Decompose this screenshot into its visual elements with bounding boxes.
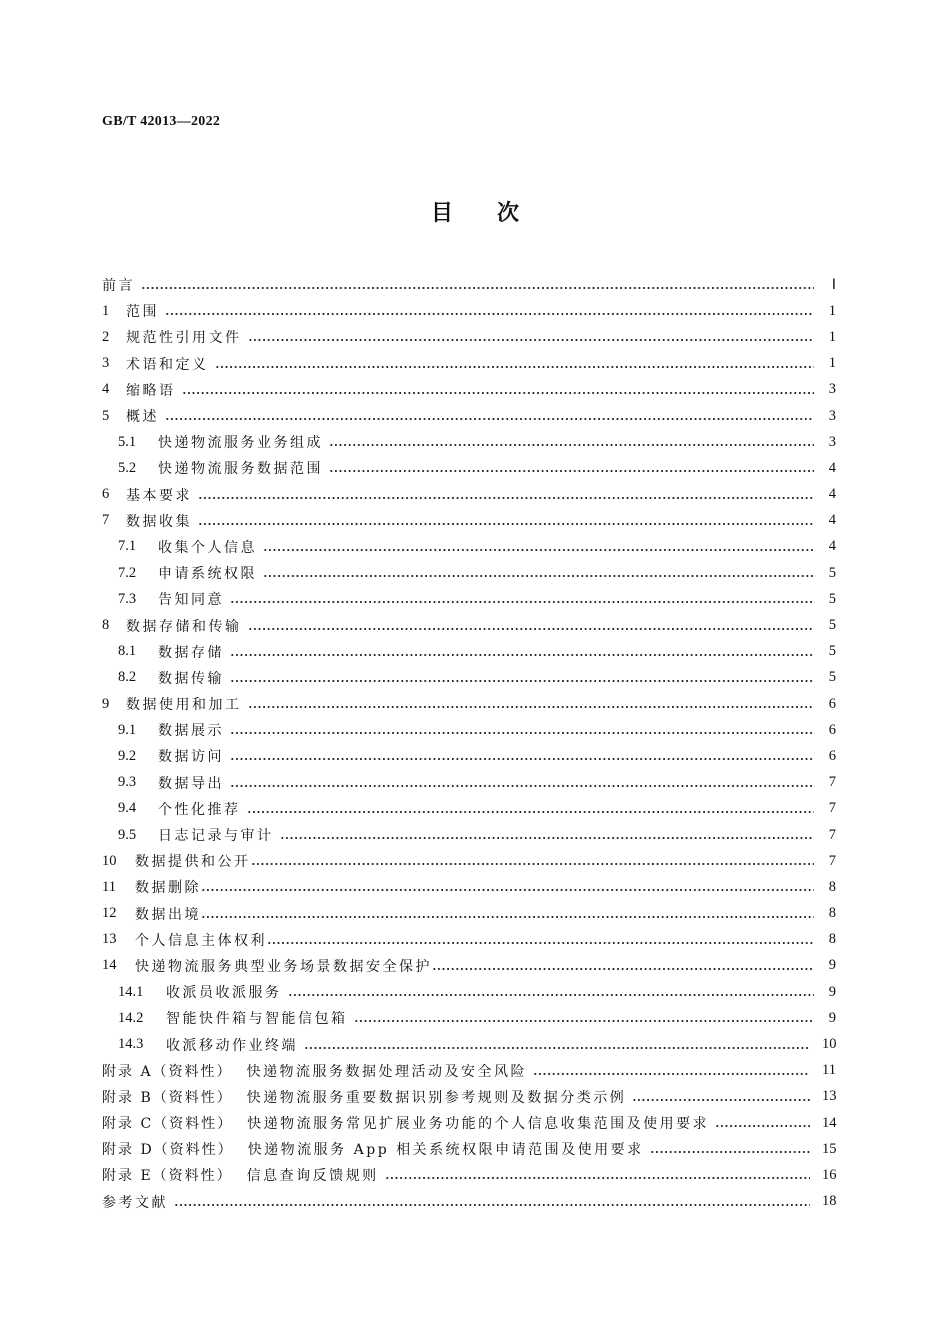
section-number: 6 [102,486,110,503]
toc-entry[interactable] [102,901,836,927]
section-number: 10 [102,852,117,869]
toc-entry[interactable] [102,351,836,377]
toc-entry[interactable] [102,324,836,350]
section-number: 5.1 [118,433,137,450]
page-number: 7 [828,852,836,869]
toc-entry[interactable] [102,979,836,1005]
dot-leader [329,443,814,447]
dot-leader [201,915,814,919]
section-title: 收派移动作业终端 [166,1037,298,1054]
dot-leader [182,391,815,395]
section-title: 智能快件箱与智能信包箱 [166,1011,348,1028]
section-title: 数据收集 [126,513,192,530]
toc-entry[interactable] [102,1084,836,1110]
page-number: 4 [828,459,836,476]
dot-leader [230,653,814,657]
section-title: 前言 [102,278,135,295]
page-number: 5 [828,617,836,634]
page-number: 5 [828,643,836,660]
dot-leader [230,784,814,788]
section-title: 数据展示 [158,723,224,740]
dot-leader [215,365,815,369]
dot-leader [263,548,814,552]
section-title: 数据访问 [158,749,224,766]
section-title: 快递物流服务常见扩展业务功能的个人信息收集范围及使用要求 [247,1116,710,1133]
section-title: 快递物流服务重要数据识别参考规则及数据分类示例 [246,1089,627,1106]
dot-leader [354,1019,815,1023]
toc-entry[interactable] [102,848,836,874]
toc-entry[interactable] [102,1189,836,1215]
section-title: 数据存储 [158,644,224,661]
table-of-contents [102,272,836,1215]
toc-entry[interactable] [102,272,836,298]
toc-entry[interactable] [102,1031,836,1057]
section-title: 数据提供和公开 [135,854,251,871]
section-number: 14.3 [118,1036,144,1053]
page-number: 3 [828,433,836,450]
page-number: 6 [828,695,836,712]
section-title: 数据删除 [135,880,201,897]
dot-leader [329,469,814,473]
dot-leader [251,862,815,866]
dot-leader [198,496,814,500]
page-number: 1 [828,355,836,372]
toc-entry[interactable] [102,455,836,481]
section-number: 14 [102,957,117,974]
section-title: 信息查询反馈规则 [246,1168,379,1185]
section-number: 9.3 [118,774,137,791]
dot-leader [650,1150,810,1154]
section-title: 数据传输 [158,670,224,687]
toc-entry[interactable] [102,586,836,612]
dot-leader [248,705,815,709]
section-number: 7.2 [118,564,137,581]
section-number: 9.2 [118,747,137,764]
section-title: 数据导出 [158,775,224,792]
dot-leader [263,574,814,578]
dot-leader [248,627,815,631]
section-title: 快递物流服务典型业务场景数据安全保护 [135,958,432,975]
dot-leader [632,1098,810,1102]
dot-leader [280,836,815,840]
toc-entry[interactable] [102,1162,836,1188]
section-title: 概述 [126,409,159,426]
page-number: 14 [822,1114,837,1131]
appendix-label: 附录 D（资料性） [102,1142,234,1159]
page-number: 3 [828,381,836,398]
toc-entry[interactable] [102,298,836,324]
page-number: 1 [828,328,836,345]
page-number: 9 [828,983,836,1000]
section-number: 9.5 [118,826,137,843]
page-number: 5 [828,590,836,607]
dot-leader [198,522,814,526]
toc-entry[interactable] [102,743,836,769]
toc-entry[interactable] [102,1005,836,1031]
dot-leader [174,1203,810,1207]
dot-leader [304,1046,810,1050]
page-number: 10 [822,1036,837,1053]
section-number: 7 [102,512,110,529]
page-number: 4 [828,512,836,529]
toc-entry[interactable] [102,927,836,953]
page-number: 6 [828,747,836,764]
toc-entry[interactable] [102,796,836,822]
toc-entry[interactable] [102,377,836,403]
section-number: 11 [102,878,116,895]
appendix-label: 附录 C（资料性） [102,1116,234,1133]
section-title: 收集个人信息 [158,539,257,556]
section-title: 申请系统权限 [158,566,257,583]
appendix-label: 附录 A（资料性） [102,1063,233,1080]
section-title: 个人信息主体权利 [135,932,267,949]
section-title: 数据存储和传输 [126,618,242,635]
appendix-label: 附录 E（资料性） [102,1168,233,1185]
page-number: 16 [822,1166,837,1183]
standard-number: GB/T 42013—2022 [102,114,221,129]
page-number: 7 [828,826,836,843]
toc-entry[interactable] [102,691,836,717]
toc-entry[interactable] [102,665,836,691]
page-number: 5 [828,564,836,581]
section-number: 5.2 [118,459,137,476]
dot-leader [432,967,814,971]
dot-leader [165,312,814,316]
page-number: 4 [828,538,836,555]
toc-entry[interactable] [102,612,836,638]
page-number: 13 [822,1088,837,1105]
section-number: 4 [102,381,110,398]
toc-entry[interactable] [102,1058,836,1084]
page-number: 7 [828,774,836,791]
appendix-label: 附录 B（资料性） [102,1089,233,1106]
dot-leader [385,1176,810,1180]
section-title: 快递物流服务数据处理活动及安全风险 [246,1063,528,1080]
section-title: 快递物流服务业务组成 [158,435,323,452]
toc-entry[interactable] [102,482,836,508]
page-number: 15 [822,1140,837,1157]
section-number: 8.1 [118,643,137,660]
section-number: 2 [102,328,110,345]
section-number: 8.2 [118,669,137,686]
section-number: 1 [102,302,110,319]
page-number: 11 [822,1062,836,1079]
dot-leader [141,286,814,290]
toc-entry[interactable] [102,717,836,743]
section-number: 13 [102,931,117,948]
section-title: 缩略语 [126,382,176,399]
toc-entry[interactable] [102,403,836,429]
section-title: 日志记录与审计 [158,828,274,845]
toc-entry[interactable] [102,639,836,665]
section-title: 范围 [126,304,159,321]
page-number: 3 [828,407,836,424]
toc-entry[interactable] [102,770,836,796]
page-number: 4 [828,486,836,503]
section-title: 告知同意 [158,592,224,609]
section-number: 12 [102,905,117,922]
section-title: 数据出境 [135,906,201,923]
dot-leader [533,1072,810,1076]
page-number: Ⅰ [831,276,836,293]
toc-entry[interactable] [102,874,836,900]
dot-leader [288,993,815,997]
section-number: 14.2 [118,1009,144,1026]
section-title: 快递物流服务 App 相关系统权限申请范围及使用要求 [247,1142,644,1159]
page-title: 目次 [430,200,563,226]
page-number: 8 [828,905,836,922]
section-title: 术语和定义 [126,356,209,373]
section-title: 数据使用和加工 [126,697,242,714]
section-title: 收派员收派服务 [166,985,282,1002]
page-number: 18 [822,1193,837,1210]
section-number: 7.1 [118,538,137,555]
dot-leader [230,600,814,604]
section-number: 9.4 [118,800,137,817]
toc-entry[interactable] [102,429,836,455]
toc-entry[interactable] [102,534,836,560]
section-title: 参考文献 [102,1194,168,1211]
page-number: 6 [828,721,836,738]
page-number: 5 [828,669,836,686]
section-number: 9.1 [118,721,137,738]
page-number: 9 [828,957,836,974]
dot-leader [248,338,815,342]
section-number: 7.3 [118,590,137,607]
dot-leader [230,757,814,761]
toc-entry[interactable] [102,822,836,848]
dot-leader [230,679,814,683]
section-number: 8 [102,617,110,634]
dot-leader [165,417,814,421]
dot-leader [715,1124,810,1128]
toc-entry[interactable] [102,508,836,534]
page-number: 8 [828,931,836,948]
page-number: 8 [828,878,836,895]
dot-leader [230,731,814,735]
page-number: 9 [828,1009,836,1026]
section-number: 9 [102,695,110,712]
dot-leader [267,941,814,945]
section-title: 个性化推荐 [158,801,241,818]
toc-entry[interactable] [102,953,836,979]
page-number: 7 [828,800,836,817]
toc-entry[interactable] [102,1110,836,1136]
section-number: 3 [102,355,110,372]
section-title: 快递物流服务数据范围 [158,461,323,478]
section-title: 规范性引用文件 [126,330,242,347]
dot-leader [201,888,814,892]
section-number: 14.1 [118,983,144,1000]
toc-entry[interactable] [102,560,836,586]
section-title: 基本要求 [126,487,192,504]
toc-entry[interactable] [102,1136,836,1162]
page-number: 1 [828,302,836,319]
section-number: 5 [102,407,110,424]
dot-leader [247,810,815,814]
